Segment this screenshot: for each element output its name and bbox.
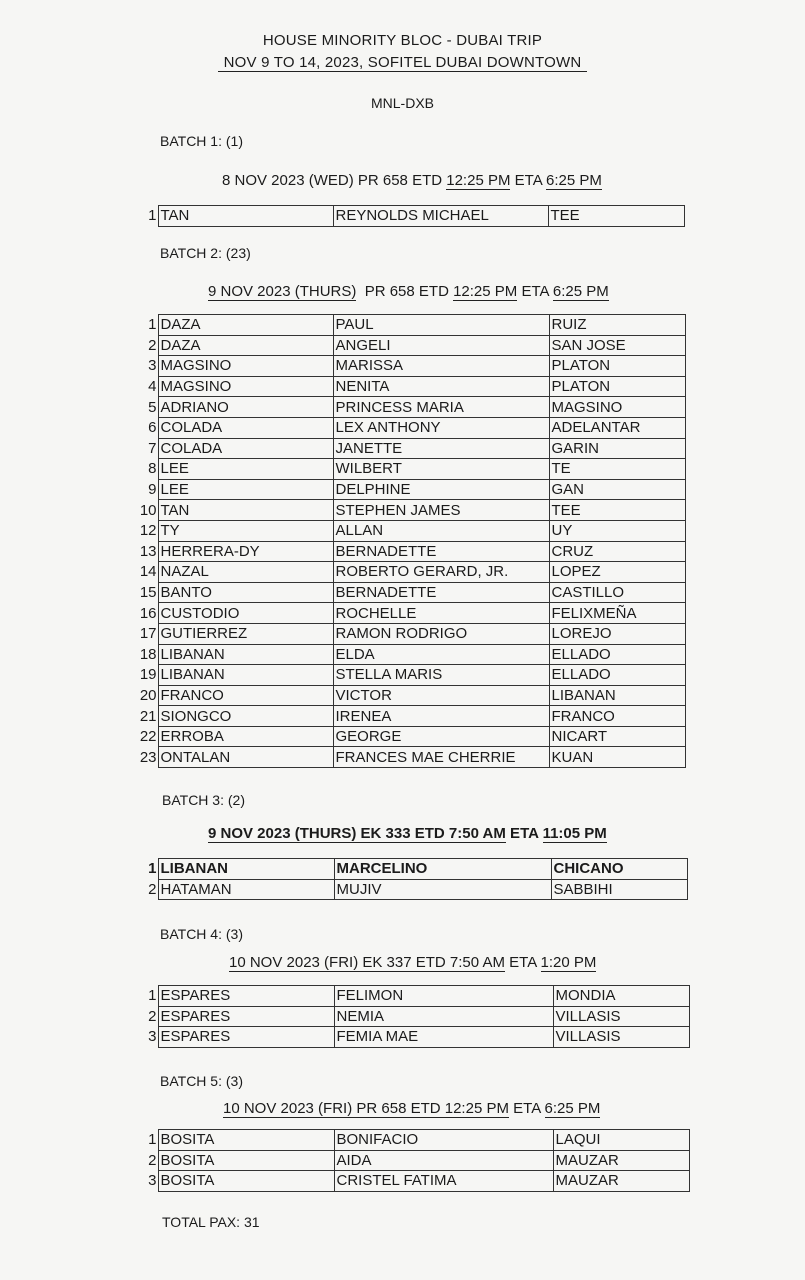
middle-name-cell: LOREJO	[549, 623, 685, 644]
last-name-cell: ONTALAN	[158, 747, 333, 768]
last-name-cell: LIBANAN	[158, 644, 333, 665]
flight-etd: 7:50 AM	[449, 954, 505, 971]
row-number: 10	[139, 501, 157, 519]
last-name-cell: COLADA	[158, 417, 333, 438]
row-number: 3	[148, 1172, 157, 1190]
first-name-cell: NEMIA	[334, 1006, 553, 1027]
flight-prefix: 8 NOV 2023 (WED) PR 658 ETD	[222, 172, 447, 189]
last-name-cell: HATAMAN	[158, 879, 334, 900]
subtitle-text: NOV 9 TO 14, 2023, SOFITEL DUBAI DOWNTOWN	[218, 54, 588, 72]
last-name-cell: DAZA	[158, 315, 333, 336]
flight-eta-label: ETA	[517, 283, 553, 300]
first-name-cell: MUJIV	[334, 879, 551, 900]
row-number: 1	[148, 987, 157, 1005]
middle-name-cell: PLATON	[549, 356, 685, 377]
last-name-cell: COLADA	[158, 438, 333, 459]
flight-prefix: 9 NOV 2023 (THURS) EK 333 ETD	[208, 825, 449, 842]
row-number: 1	[148, 860, 157, 878]
batch-label: BATCH 5: (3)	[160, 1073, 243, 1089]
last-name-cell: DAZA	[158, 335, 333, 356]
flight-eta: 6:25 PM	[552, 283, 609, 300]
last-name-cell: BANTO	[158, 582, 333, 603]
first-name-cell: WILBERT	[333, 459, 549, 480]
middle-name-cell: GAN	[549, 479, 685, 500]
row-number: 23	[139, 748, 157, 766]
last-name-cell: FRANCO	[158, 685, 333, 706]
row-number: 19	[139, 666, 157, 684]
middle-name-cell: MAUZAR	[553, 1171, 689, 1192]
flight-etd: 12:25 PM	[444, 1100, 509, 1117]
first-name-cell: DELPHINE	[333, 479, 549, 500]
table-row	[138, 206, 684, 227]
first-name-cell: IRENEA	[333, 706, 549, 727]
last-name-cell: TY	[158, 520, 333, 541]
first-name-cell: BERNADETTE	[333, 582, 549, 603]
row-number: 6	[148, 419, 157, 437]
first-name-cell: REYNOLDS MICHAEL	[333, 206, 548, 227]
last-name-cell: CUSTODIO	[158, 603, 333, 624]
table-row	[141, 1130, 689, 1151]
row-number: 17	[139, 625, 157, 643]
table-row	[141, 986, 689, 1007]
row-number: 16	[139, 604, 157, 622]
table-row	[136, 685, 685, 706]
table-row	[136, 479, 685, 500]
middle-name-cell: PLATON	[549, 376, 685, 397]
table-row	[136, 541, 685, 562]
first-name-cell: RAMON RODRIGO	[333, 623, 549, 644]
batch-label: BATCH 4: (3)	[160, 926, 243, 942]
last-name-cell: NAZAL	[158, 562, 333, 583]
flight-prefix: 10 NOV 2023 (FRI) EK 337 ETD	[229, 954, 450, 971]
middle-name-cell: VILLASIS	[553, 1027, 689, 1048]
middle-name-cell: CHICANO	[551, 859, 687, 880]
middle-name-cell: LAQUI	[553, 1130, 689, 1151]
middle-name-cell: CRUZ	[549, 541, 685, 562]
last-name-cell: LEE	[158, 479, 333, 500]
last-name-cell: ESPARES	[158, 986, 334, 1007]
middle-name-cell: KUAN	[549, 747, 685, 768]
first-name-cell: PRINCESS MARIA	[333, 397, 549, 418]
first-name-cell: FRANCES MAE CHERRIE	[333, 747, 549, 768]
flight-eta-label: ETA	[508, 1100, 545, 1117]
row-number: 5	[148, 398, 157, 416]
first-name-cell: BONIFACIO	[334, 1130, 553, 1151]
passenger-table	[136, 314, 686, 768]
row-number: 18	[139, 645, 157, 663]
middle-name-cell: MAGSINO	[549, 397, 685, 418]
first-name-cell: ALLAN	[333, 520, 549, 541]
first-name-cell: MARCELINO	[334, 859, 551, 880]
middle-name-cell: FRANCO	[549, 706, 685, 727]
flight-info	[229, 954, 596, 971]
last-name-cell: TAN	[158, 206, 333, 227]
table-row	[136, 356, 685, 377]
last-name-cell: BOSITA	[158, 1171, 334, 1192]
table-row	[141, 1027, 689, 1048]
flight-info	[208, 825, 607, 842]
middle-name-cell: SAN JOSE	[549, 335, 685, 356]
table-row	[136, 665, 685, 686]
middle-name-cell: TEE	[548, 206, 684, 227]
last-name-cell: GUTIERREZ	[158, 623, 333, 644]
middle-name-cell: NICART	[549, 726, 685, 747]
first-name-cell: STELLA MARIS	[333, 665, 549, 686]
flight-eta-label: ETA	[510, 172, 547, 189]
row-number: 1	[148, 316, 157, 334]
first-name-cell: ROCHELLE	[333, 603, 549, 624]
last-name-cell: BOSITA	[158, 1130, 334, 1151]
middle-name-cell: FELIXMEÑA	[549, 603, 685, 624]
last-name-cell: TAN	[158, 500, 333, 521]
flight-eta-label: ETA	[505, 825, 543, 842]
flight-date: 9 NOV 2023 (THURS)	[208, 283, 357, 300]
flight-eta: 11:05 PM	[542, 825, 607, 842]
table-row	[136, 500, 685, 521]
row-number: 4	[148, 378, 157, 396]
route-label: MNL-DXB	[370, 95, 434, 111]
last-name-cell: LIBANAN	[158, 665, 333, 686]
table-row	[136, 315, 685, 336]
row-number: 2	[148, 880, 157, 898]
table-row	[136, 747, 685, 768]
passenger-table	[141, 985, 690, 1048]
row-number: 2	[148, 1007, 157, 1025]
first-name-cell: ANGELI	[333, 335, 549, 356]
middle-name-cell: MAUZAR	[553, 1150, 689, 1171]
table-row	[141, 879, 687, 900]
first-name-cell: BERNADETTE	[333, 541, 549, 562]
last-name-cell: LIBANAN	[158, 859, 334, 880]
first-name-cell: NENITA	[333, 376, 549, 397]
row-number: 21	[139, 707, 157, 725]
table-row	[136, 335, 685, 356]
passenger-table	[141, 858, 688, 900]
flight-prefix: PR 658 ETD	[356, 283, 454, 300]
middle-name-cell: TEE	[549, 500, 685, 521]
row-number: 14	[139, 563, 157, 581]
table-row	[136, 520, 685, 541]
first-name-cell: VICTOR	[333, 685, 549, 706]
batch-label: BATCH 1: (1)	[160, 133, 243, 149]
middle-name-cell: RUIZ	[549, 315, 685, 336]
passenger-table	[138, 205, 685, 227]
table-row	[136, 582, 685, 603]
flight-eta: 6:25 PM	[544, 1100, 601, 1117]
row-number: 20	[139, 686, 157, 704]
flight-info	[208, 283, 609, 300]
document-title: HOUSE MINORITY BLOC - DUBAI TRIP	[262, 32, 543, 49]
row-number: 15	[139, 584, 157, 602]
row-number: 7	[148, 439, 157, 457]
row-number: 9	[148, 481, 157, 499]
batch-label: BATCH 2: (23)	[160, 245, 251, 261]
first-name-cell: MARISSA	[333, 356, 549, 377]
row-number: 12	[139, 522, 157, 540]
last-name-cell: HERRERA-DY	[158, 541, 333, 562]
middle-name-cell: VILLASIS	[553, 1006, 689, 1027]
flight-info	[222, 172, 602, 189]
flight-eta: 6:25 PM	[546, 172, 602, 189]
first-name-cell: PAUL	[333, 315, 549, 336]
middle-name-cell: ADELANTAR	[549, 417, 685, 438]
middle-name-cell: TE	[549, 459, 685, 480]
flight-eta-label: ETA	[504, 954, 541, 971]
document-subtitle	[0, 54, 805, 71]
table-row	[141, 1150, 689, 1171]
last-name-cell: LEE	[158, 459, 333, 480]
middle-name-cell: CASTILLO	[549, 582, 685, 603]
middle-name-cell: UY	[549, 520, 685, 541]
row-number: 1	[148, 1131, 157, 1149]
table-row	[141, 1006, 689, 1027]
row-number: 8	[148, 460, 157, 478]
table-row	[141, 859, 687, 880]
first-name-cell: ELDA	[333, 644, 549, 665]
flight-prefix: 10 NOV 2023 (FRI) PR 658 ETD	[223, 1100, 445, 1117]
row-number: 2	[148, 336, 157, 354]
table-row	[136, 459, 685, 480]
table-row	[136, 562, 685, 583]
batch-label: BATCH 3: (2)	[162, 792, 245, 808]
row-number: 22	[139, 728, 157, 746]
table-row	[136, 417, 685, 438]
flight-etd: 7:50 AM	[448, 825, 506, 842]
first-name-cell: FELIMON	[334, 986, 553, 1007]
middle-name-cell: LOPEZ	[549, 562, 685, 583]
flight-etd: 12:25 PM	[453, 283, 518, 300]
middle-name-cell: LIBANAN	[549, 685, 685, 706]
table-row	[136, 376, 685, 397]
table-row	[136, 623, 685, 644]
table-row	[141, 1171, 689, 1192]
first-name-cell: GEORGE	[333, 726, 549, 747]
first-name-cell: CRISTEL FATIMA	[334, 1171, 553, 1192]
passenger-table	[141, 1129, 690, 1192]
row-number: 2	[148, 1151, 157, 1169]
row-number: 3	[148, 357, 157, 375]
first-name-cell: LEX ANTHONY	[333, 417, 549, 438]
last-name-cell: ESPARES	[158, 1027, 334, 1048]
middle-name-cell: GARIN	[549, 438, 685, 459]
middle-name-cell: SABBIHI	[551, 879, 687, 900]
table-row	[136, 726, 685, 747]
first-name-cell: JANETTE	[333, 438, 549, 459]
last-name-cell: MAGSINO	[158, 376, 333, 397]
row-number: 13	[139, 542, 157, 560]
last-name-cell: ERROBA	[158, 726, 333, 747]
last-name-cell: ESPARES	[158, 1006, 334, 1027]
table-row	[136, 603, 685, 624]
flight-eta: 1:20 PM	[540, 954, 597, 971]
first-name-cell: FEMIA MAE	[334, 1027, 553, 1048]
last-name-cell: BOSITA	[158, 1150, 334, 1171]
middle-name-cell: ELLADO	[549, 665, 685, 686]
first-name-cell: AIDA	[334, 1150, 553, 1171]
table-row	[136, 706, 685, 727]
flight-etd: 12:25 PM	[446, 172, 511, 189]
last-name-cell: SIONGCO	[158, 706, 333, 727]
flight-info	[223, 1100, 600, 1117]
middle-name-cell: ELLADO	[549, 644, 685, 665]
table-row	[136, 438, 685, 459]
table-row	[136, 644, 685, 665]
row-number: 3	[148, 1028, 157, 1046]
last-name-cell: MAGSINO	[158, 356, 333, 377]
first-name-cell: ROBERTO GERARD, JR.	[333, 562, 549, 583]
last-name-cell: ADRIANO	[158, 397, 333, 418]
row-number: 1	[148, 207, 157, 225]
total-pax: TOTAL PAX: 31	[162, 1214, 260, 1230]
middle-name-cell: MONDIA	[553, 986, 689, 1007]
first-name-cell: STEPHEN JAMES	[333, 500, 549, 521]
table-row	[136, 397, 685, 418]
